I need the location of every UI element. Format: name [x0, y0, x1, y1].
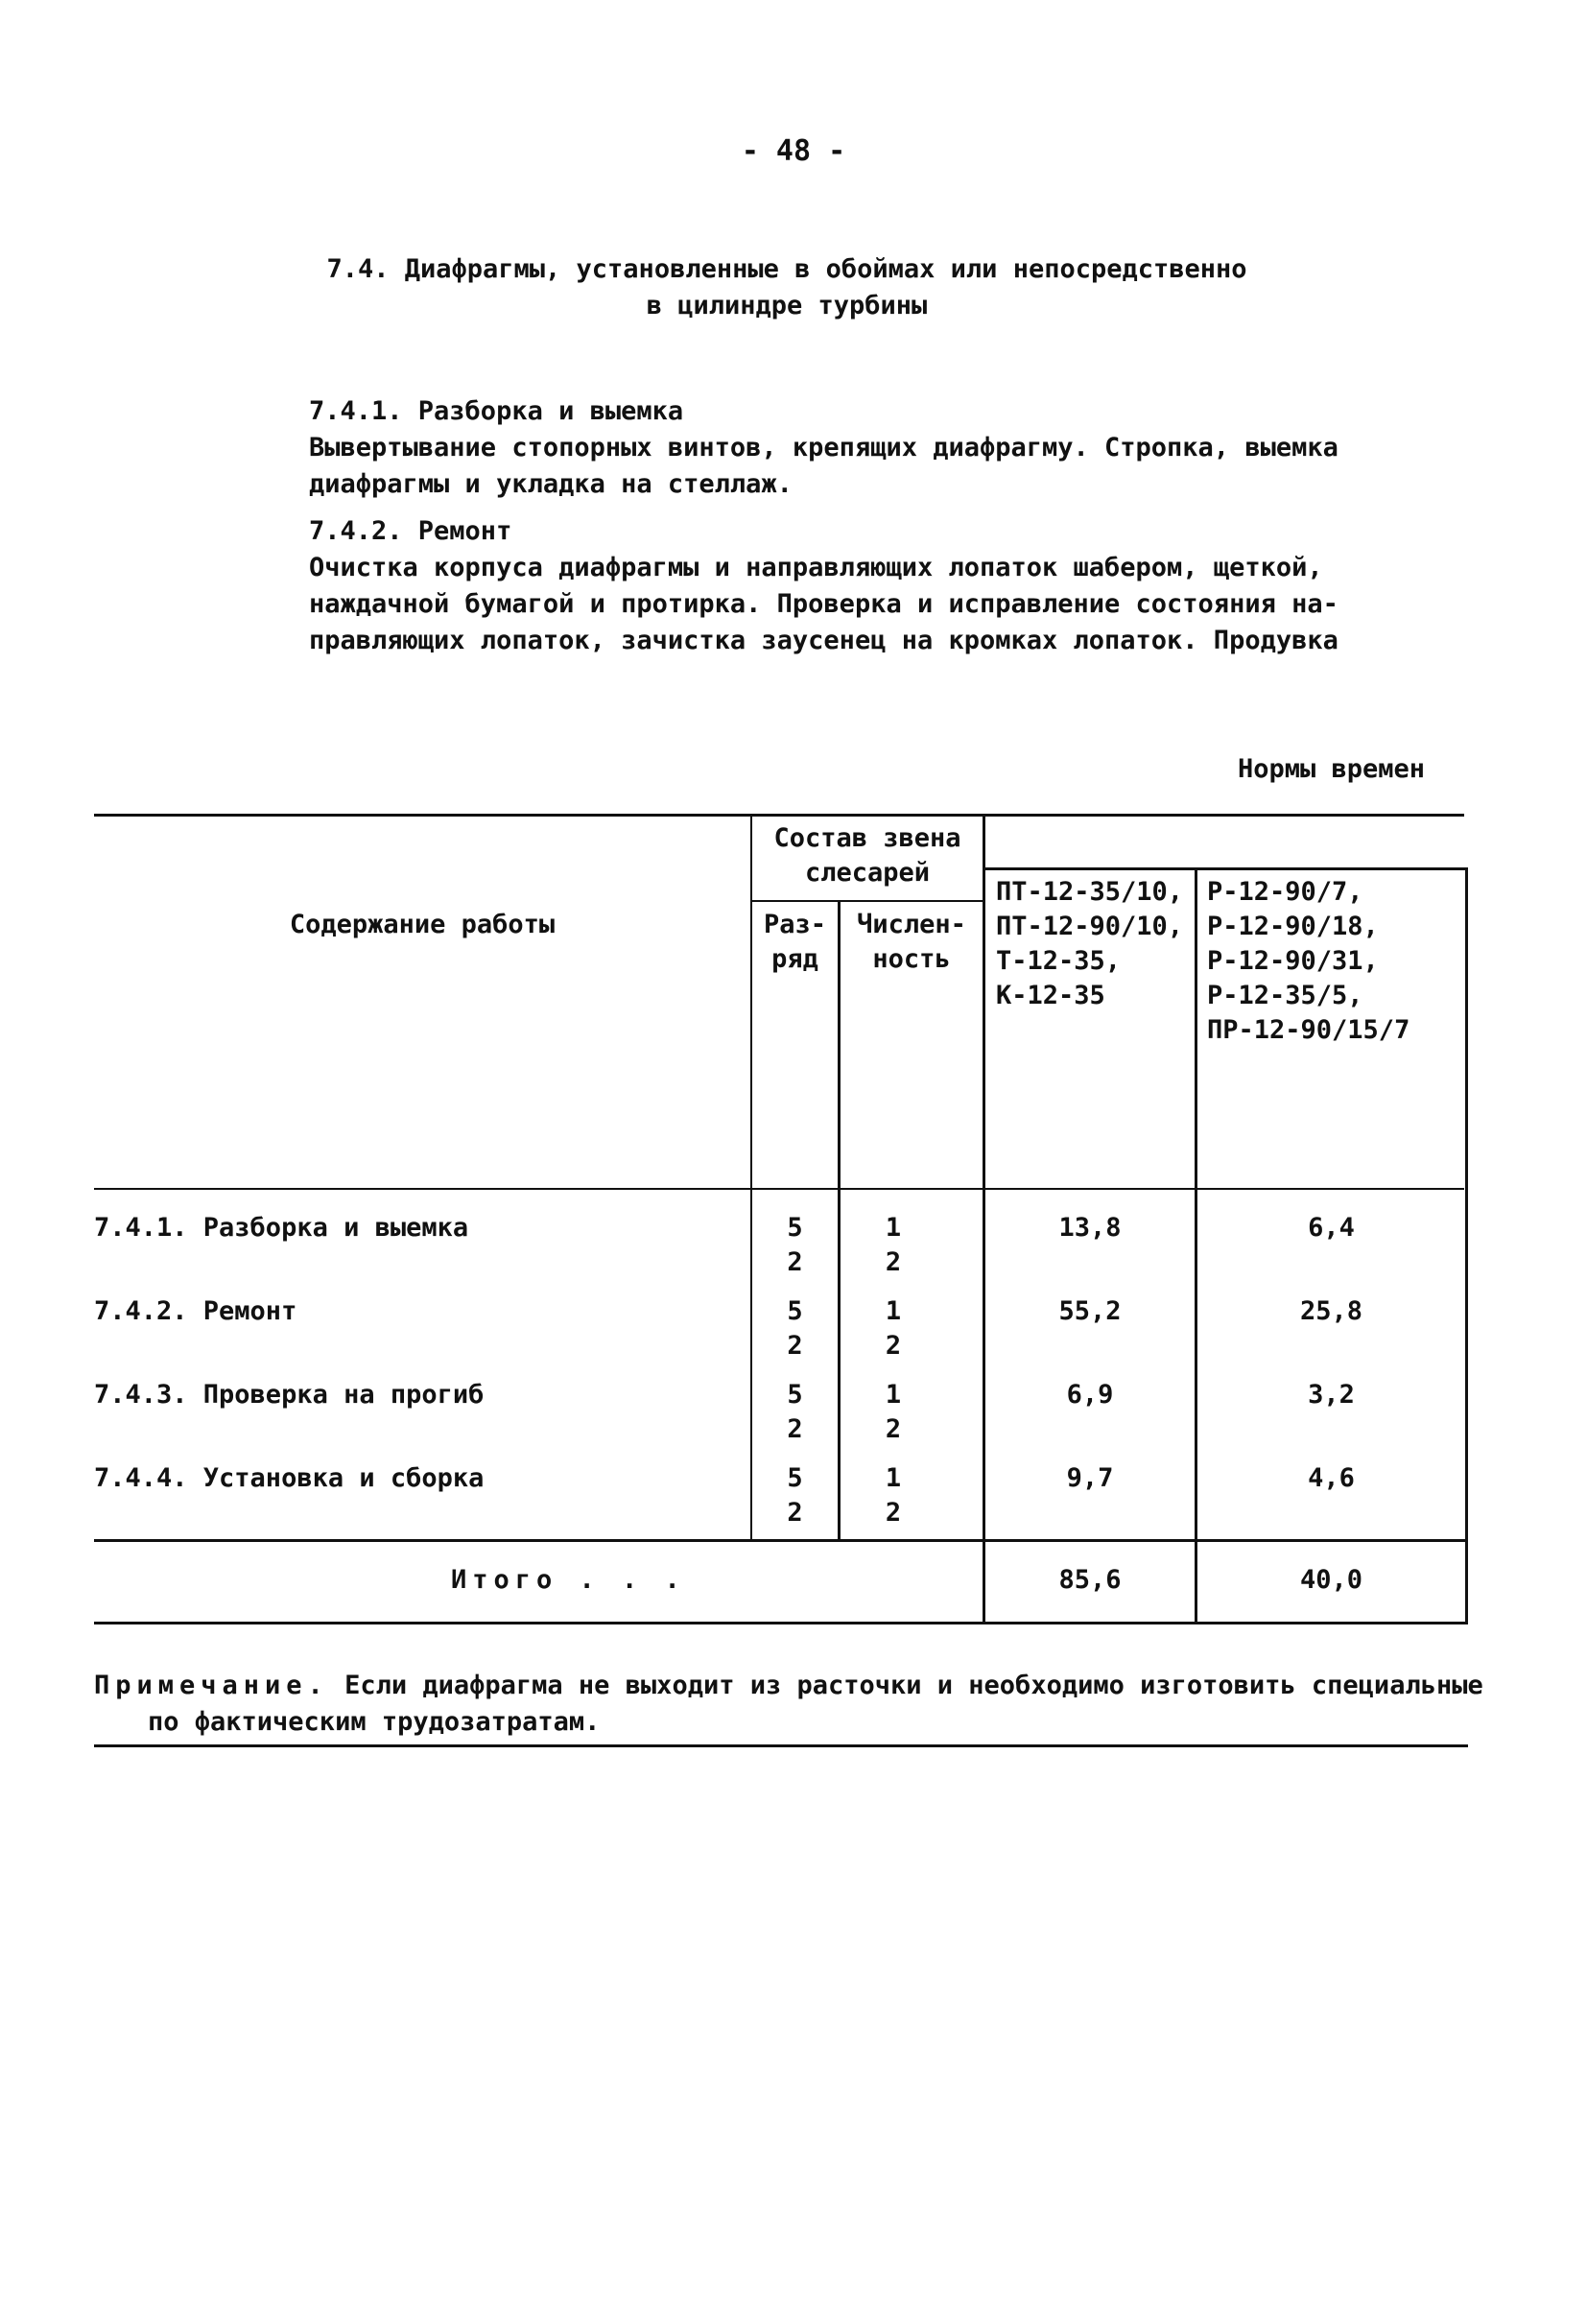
header-crew-line: Состав звена — [773, 823, 961, 853]
footnote-line-2: по фактическим трудозатратам. — [148, 1707, 601, 1737]
row-norm-a: 55,2 — [1058, 1296, 1122, 1326]
row-norm-a: 9,7 — [1066, 1463, 1114, 1493]
footnote-rule — [94, 1744, 1468, 1747]
row-norm-b: 6,4 — [1308, 1213, 1355, 1243]
row-norm-a: 6,9 — [1066, 1380, 1114, 1410]
subsection-7-4-1 — [309, 393, 1384, 503]
row-grade — [752, 1378, 838, 1447]
header-count-line: Числен- — [857, 910, 966, 939]
row-label: 7.4.1. Разборка и выемка — [94, 1213, 469, 1243]
row-grade — [752, 1461, 838, 1530]
row-label: 7.4.4. Установка и сборка — [94, 1463, 485, 1493]
total-top-rule — [94, 1539, 1468, 1542]
turbine-model: Р-12-90/7, — [1207, 877, 1363, 907]
table-bottom-rule — [94, 1622, 1468, 1624]
subsection-text-line: Вывертывание стопорных винтов, крепящих диафрагму. Стропка, выемка — [309, 433, 1338, 462]
section-title — [249, 251, 1324, 324]
table-top-rule — [94, 814, 1464, 817]
row-count — [841, 1211, 946, 1280]
col-divider-turbine-a — [1195, 867, 1197, 1624]
subsection-text-line: Очистка корпуса диафрагмы и направляющих лопаток шабером, щеткой, — [309, 553, 1323, 582]
table-right-border — [1465, 867, 1468, 1624]
subsection-text-line: правляющих лопаток, зачистка заусенец на кромках лопаток. Продувка — [309, 626, 1338, 655]
row-grade — [752, 1294, 838, 1364]
row-norm-b: 4,6 — [1308, 1463, 1355, 1493]
row-norm-b: 25,8 — [1299, 1296, 1363, 1326]
turbine-model: ПР-12-90/15/7 — [1207, 1015, 1410, 1045]
row-norm-a: 13,8 — [1058, 1213, 1122, 1243]
total-norm-a: 85,6 — [1058, 1565, 1122, 1595]
grade-value: 5 — [787, 1296, 803, 1326]
header-grade-line: Раз- — [763, 910, 827, 939]
header-content: Содержание работы — [289, 910, 556, 939]
count-value: 1 — [885, 1213, 902, 1243]
total-norm-b: 40,0 — [1299, 1565, 1363, 1595]
subsection-text-line: диафрагмы и укладка на стеллаж. — [309, 469, 793, 499]
grade-value: 5 — [787, 1380, 803, 1410]
header-turbines-b — [1207, 875, 1464, 1048]
header-count-line: ность — [872, 944, 951, 974]
section-title-line-2: в цилиндре турбины — [646, 291, 928, 320]
footnote-text: Если диафрагма не выходит из расточки и необходимо изготовить специальные — [344, 1671, 1483, 1700]
turbine-header-rule — [983, 867, 1468, 870]
row-norm-b: 3,2 — [1308, 1380, 1355, 1410]
count-value: 2 — [885, 1414, 902, 1444]
section-title-line-1: 7.4. Диафрагмы, установленные в обоймах или непосредственно — [326, 254, 1247, 284]
subsection-text-line: наждачной бумагой и протирка. Проверка и исправление состояния на- — [309, 589, 1338, 619]
header-crew-line: слесарей — [804, 858, 931, 888]
row-count — [841, 1294, 946, 1364]
grade-value: 2 — [787, 1331, 803, 1361]
count-value: 1 — [885, 1296, 902, 1326]
header-grade-line: ряд — [771, 944, 818, 974]
norms-label: Нормы времен — [1238, 754, 1426, 784]
total-label: Итого . . . — [451, 1565, 686, 1595]
count-value: 2 — [885, 1498, 902, 1528]
subsection-heading: 7.4.1. Разборка и выемка — [309, 396, 684, 426]
row-count — [841, 1461, 946, 1530]
row-label: 7.4.3. Проверка на прогиб — [94, 1380, 485, 1410]
footnote-line-1 — [94, 1668, 1495, 1704]
subsection-7-4-2 — [309, 513, 1384, 659]
turbine-model: Р-12-90/31, — [1207, 946, 1379, 976]
crew-header-rule — [752, 900, 983, 902]
grade-value: 2 — [787, 1247, 803, 1277]
grade-value: 2 — [787, 1498, 803, 1528]
grade-value: 2 — [787, 1414, 803, 1444]
count-value: 2 — [885, 1247, 902, 1277]
page-number: - 48 - — [741, 134, 846, 168]
count-value: 1 — [885, 1463, 902, 1493]
row-grade — [752, 1211, 838, 1280]
header-bottom-rule — [94, 1188, 1464, 1190]
turbine-model: Р-12-35/5, — [1207, 981, 1363, 1010]
turbine-model: ПТ-12-35/10, — [996, 877, 1184, 907]
grade-value: 5 — [787, 1463, 803, 1493]
footnote-label: Примечание. — [94, 1671, 329, 1700]
header-crew — [752, 821, 983, 890]
turbine-model: К-12-35 — [996, 981, 1105, 1010]
turbine-model: Т-12-35, — [996, 946, 1122, 976]
turbine-model: ПТ-12-90/10, — [996, 912, 1184, 941]
row-count — [841, 1378, 946, 1447]
count-value: 2 — [885, 1331, 902, 1361]
turbine-model: Р-12-90/18, — [1207, 912, 1379, 941]
footnote — [94, 1668, 1495, 1741]
grade-value: 5 — [787, 1213, 803, 1243]
header-grade — [752, 908, 838, 977]
row-label: 7.4.2. Ремонт — [94, 1296, 297, 1326]
subsection-heading: 7.4.2. Ремонт — [309, 516, 512, 546]
count-value: 1 — [885, 1380, 902, 1410]
header-count — [841, 908, 983, 977]
header-turbines-a — [996, 875, 1193, 1013]
